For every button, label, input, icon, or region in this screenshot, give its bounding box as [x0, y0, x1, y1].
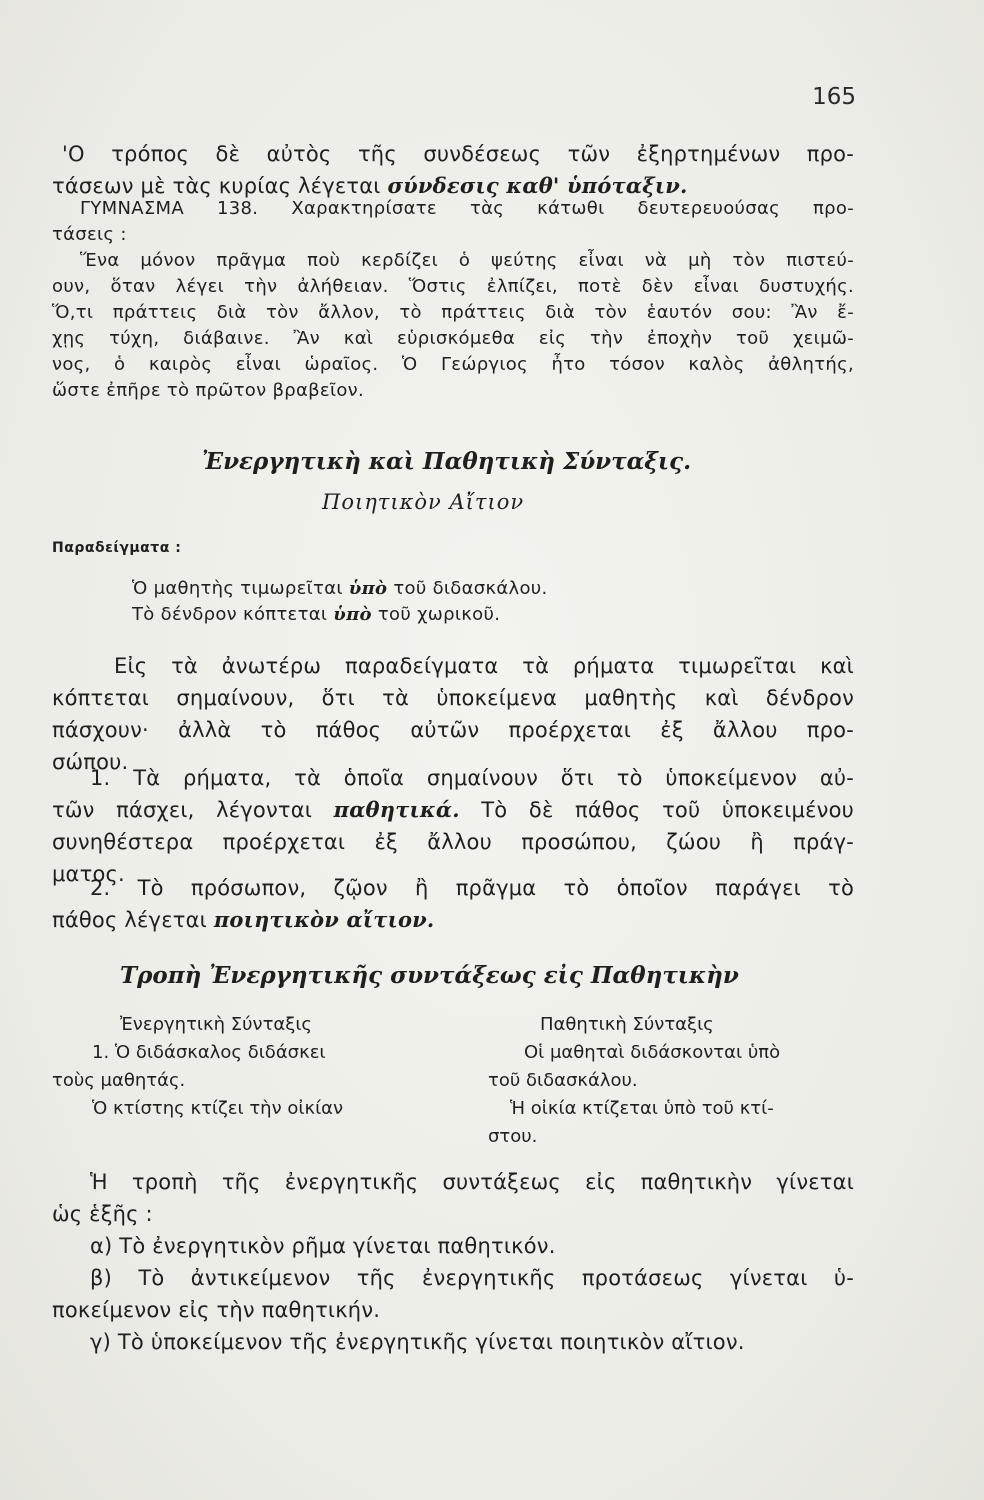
text-line: ὡς ἑξῆς :: [52, 1202, 153, 1226]
active-column-header: Ἐνεργητικὴ Σύνταξις: [120, 1014, 312, 1035]
term-emphasis: σύνδεσις καθ' ὑπόταξιν.: [387, 173, 688, 198]
active-line: 1. Ὁ διδάσκαλος διδάσκει: [92, 1042, 326, 1063]
text-line: 'Ο τρόπος δὲ αὐτὸς τῆς συνδέσεως τῶν ἐξηρτημένων προ-: [62, 142, 854, 166]
text-line: κόπτεται σημαίνουν, ὅτι τὰ ὑποκείμενα μαθητὴς καὶ δένδρον: [52, 686, 854, 710]
passive-line: Ἡ οἰκία κτίζεται ὑπὸ τοῦ κτί-: [510, 1098, 774, 1119]
rule-1: [52, 762, 854, 890]
exercise-138: [52, 196, 854, 404]
text-line: 2. Τὸ πρόσωπον, ζῷον ἢ πρᾶγμα τὸ ὁποῖον παράγει τὸ: [90, 876, 854, 900]
text-line: 1. Τὰ ρήματα, τὰ ὁποῖα σημαίνουν ὅτι τὸ ὑποκείμενον αὐ-: [90, 766, 854, 790]
text-line: ουν, ὅταν λέγει τὴν ἀλήθειαν. Ὅστις ἐλπίζει, ποτὲ δὲν εἶναι δυστυχής.: [52, 276, 854, 297]
passive-line: τοῦ διδασκάλου.: [488, 1070, 638, 1091]
text-line: τάσεις :: [52, 224, 127, 245]
examples-label: Παραδείγματα :: [52, 540, 182, 556]
text-line: Ἕνα μόνον πρᾶγμα ποὺ κερδίζει ὁ ψεύτης εἶναι νὰ μὴ τὸν πιστεύ-: [80, 250, 854, 271]
text-line: συνηθέστερα προέρχεται ἐξ ἄλλου προσώπου, ζώου ἢ πράγ-: [52, 830, 854, 854]
active-line: Ὁ κτίστης κτίζει τὴν οἰκίαν: [92, 1098, 344, 1119]
passive-column-header: Παθητικὴ Σύνταξις: [540, 1014, 714, 1035]
examples: [132, 576, 832, 628]
section-title: Ἐνεργητικὴ καὶ Παθητικὴ Σύνταξις.: [202, 448, 692, 475]
passive-line: Οἱ μαθηταὶ διδάσκονται ὑπὸ: [524, 1042, 781, 1063]
active-line: τοὺς μαθητάς.: [52, 1070, 186, 1091]
section-subtitle: Ποιητικὸν Αἴτιον: [322, 490, 525, 514]
transformation-rules: [52, 1166, 854, 1358]
text-line: τῶν πάσχει, λέγονται παθητικά. Τὸ δὲ πάθος τοῦ ὑποκειμένου: [52, 797, 854, 822]
text-line: ματος.: [52, 862, 125, 886]
text-line: χῃς τύχη, διάβαινε. Ἂν καὶ εὑρισκόμεθα εἰς τὴν ἐποχὴν τοῦ χειμῶ-: [52, 328, 854, 349]
section-title-2: Τροπὴ Ἐνεργητικῆς συντάξεως εἰς Παθητικὴν: [120, 962, 739, 989]
text-line: Ὅ,τι πράττεις διὰ τὸν ἄλλον, τὸ πράττεις διὰ τὸν ἑαυτόν σου: Ἂν ἔ-: [52, 302, 854, 323]
rule-2: [52, 872, 854, 936]
text-line: α) Τὸ ἐνεργητικὸν ρῆμα γίνεται παθητικόν.: [90, 1234, 556, 1258]
page-number: 165: [812, 84, 856, 110]
intro-paragraph: [52, 138, 854, 202]
explanation-paragraph: [52, 650, 854, 778]
text-line: β) Τὸ ἀντικείμενον τῆς ἐνεργητικῆς προτάσεως γίνεται ὑ-: [90, 1266, 854, 1290]
text-line: Ἡ τροπὴ τῆς ἐνεργητικῆς συντάξεως εἰς παθητικὴν γίνεται: [90, 1170, 854, 1194]
text-line: ὥστε ἐπῆρε τὸ πρῶτον βραβεῖον.: [52, 380, 365, 401]
text-line: γ) Τὸ ὑποκείμενον τῆς ἐνεργητικῆς γίνεται ποιητικὸν αἴτιον.: [90, 1330, 745, 1354]
text-line: Εἰς τὰ ἀνωτέρω παραδείγματα τὰ ρήματα τιμωρεῖται καὶ: [114, 654, 854, 678]
example-sentence: Τὸ δένδρον κόπτεται ὑπὸ τοῦ χωρικοῦ.: [132, 604, 501, 625]
text-line: πάθος λέγεται ποιητικὸν αἴτιον.: [52, 907, 435, 932]
text-line: ΓΥΜΝΑΣΜΑ 138. Χαρακτηρίσατε τὰς κάτωθι δευτερευούσας προ-: [80, 198, 854, 219]
example-sentence: Ὁ μαθητὴς τιμωρεῖται ὑπὸ τοῦ διδασκάλου.: [132, 578, 548, 599]
text-line: ποκείμενον εἰς τὴν παθητικήν.: [52, 1298, 381, 1322]
text-line: νος, ὁ καιρὸς εἶναι ὡραῖος. Ὁ Γεώργιος ἦτο τόσον καλὸς ἀθλητής,: [52, 354, 854, 375]
text-line: σώπου.: [52, 750, 129, 774]
text-line: τάσεων μὲ τὰς κυρίας λέγεται σύνδεσις καθ' ὑπόταξιν.: [52, 173, 688, 198]
passive-line: στου.: [488, 1126, 538, 1147]
text-line: πάσχουν· ἀλλὰ τὸ πάθος αὐτῶν προέρχεται ἐξ ἄλλου προ-: [52, 718, 854, 742]
